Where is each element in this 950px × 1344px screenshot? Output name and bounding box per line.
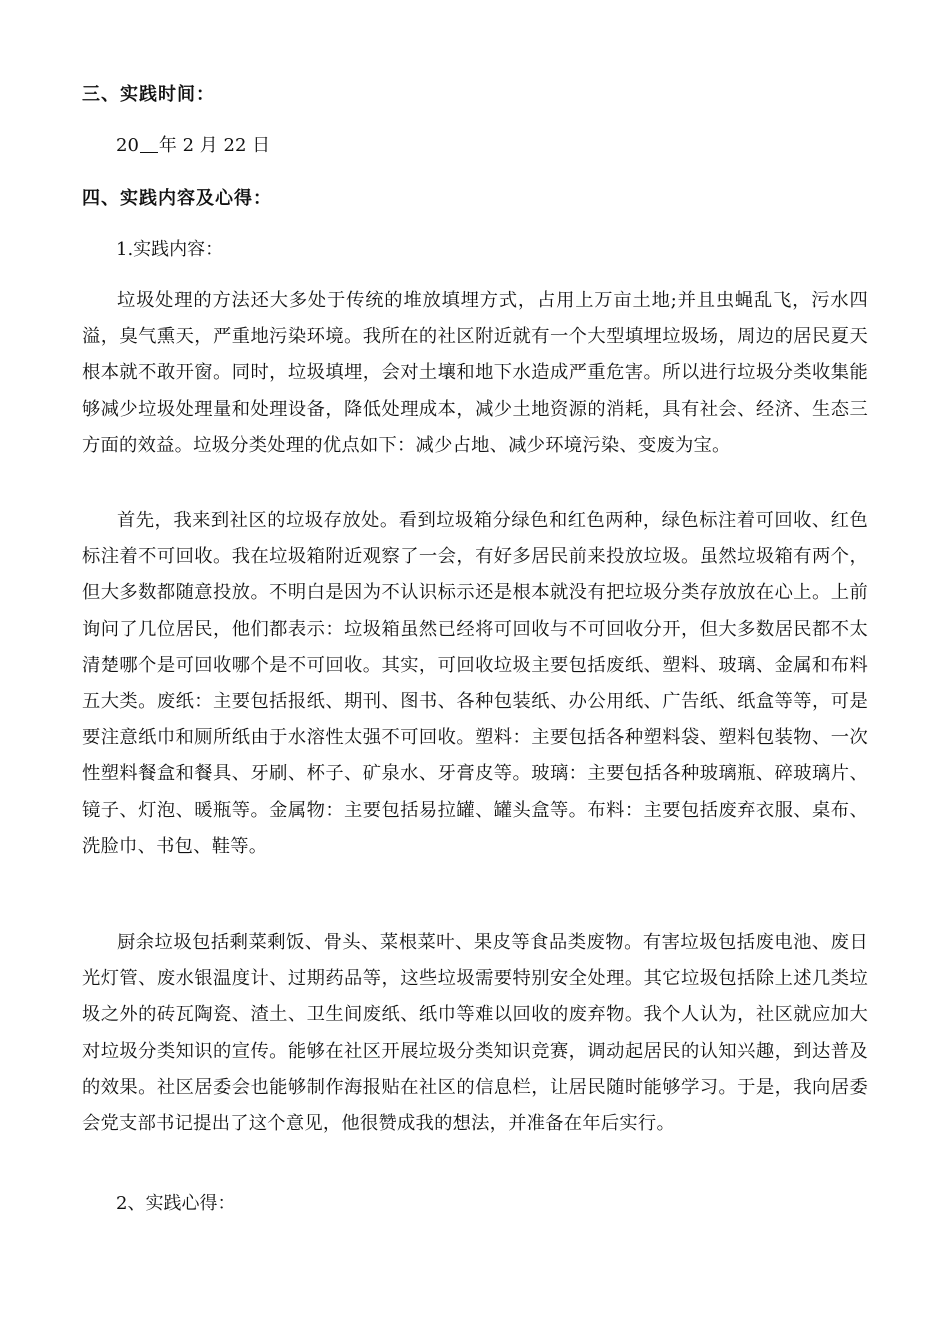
paragraph-waste-disposal: 垃圾处理的方法还大多处于传统的堆放填埋方式，占用上万亩土地;并且虫蝇乱飞，污水四溢，臭气熏天，严重地污染环境。我所在的社区附近就有一个大型填埋垃圾场，周边的居民夏天根本就不敢开窗。同时，垃圾填埋，会对土壤和地下水造成严重危害。所以进行垃圾分类收集能够减少垃圾处理量和处理设备，降低处理成本，减少土地资源的消耗，具有社会、经济、生态三方面的效益。垃圾分类处理的优点如下：减少占地、减少环境污染、变废为宝。: [82, 290, 868, 456]
blank-underline: [140, 134, 158, 153]
practice-date: [116, 134, 270, 158]
practice-date-year-prefix: 20: [116, 135, 139, 156]
section-heading-practice-time: 三、实践时间：: [82, 84, 215, 105]
practice-date-rest: 年 2 月 22 日: [158, 135, 271, 156]
paragraph-kitchen-hazardous-waste: 厨余垃圾包括剩菜剩饭、骨头、菜根菜叶、果皮等食品类废物。有害垃圾包括废电池、废日光灯管、废水银温度计、过期药品等，这些垃圾需要特别安全处理。其它垃圾包括除上述几类垃圾之外的砖瓦陶瓷、渣土、卫生间废纸、纸巾等难以回收的废弃物。我个人认为，社区就应加大对垃圾分类知识的宣传。能够在社区开展垃圾分类知识竞赛，调动起居民的认知兴趣，到达普及的效果。社区居委会也能够制作海报贴在社区的信息栏，让居民随时能够学习。于是，我向居委会党支部书记提出了这个意见，他很赞成我的想法，并准备在年后实行。: [82, 932, 868, 1135]
subheading-practice-content: 1.实践内容：: [116, 239, 224, 260]
paragraph-recyclables: 首先，我来到社区的垃圾存放处。看到垃圾箱分绿色和红色两种，绿色标注着可回收、红色标注着不可回收。我在垃圾箱附近观察了一会，有好多居民前来投放垃圾。虽然垃圾箱有两个，但大多数都随意投放。不明白是因为不认识标示还是根本就没有把垃圾分类存放放在心上。上前询问了几位居民，他们都表示：垃圾箱虽然已经将可回收与不可回收分开，但大多数居民都不太清楚哪个是可回收哪个是不可回收。其实，可回收垃圾主要包括废纸、塑料、玻璃、金属和布料五大类。废纸：主要包括报纸、期刊、图书、各种包装纸、办公用纸、广告纸、纸盒等等，可是要注意纸巾和厕所纸由于水溶性太强不可回收。塑料：主要包括各种塑料袋、塑料包装物、一次性塑料餐盒和餐具、牙刷、杯子、矿泉水、牙膏皮等。玻璃：主要包括各种玻璃瓶、碎玻璃片、镜子、灯泡、暖瓶等。金属物：主要包括易拉罐、罐头盒等。布料：主要包括废弃衣服、桌布、洗脸巾、书包、鞋等。: [82, 510, 868, 857]
section-heading-content-and-reflection: 四、实践内容及心得：: [82, 188, 272, 209]
subheading-practice-reflection: 2、实践心得：: [116, 1193, 236, 1214]
